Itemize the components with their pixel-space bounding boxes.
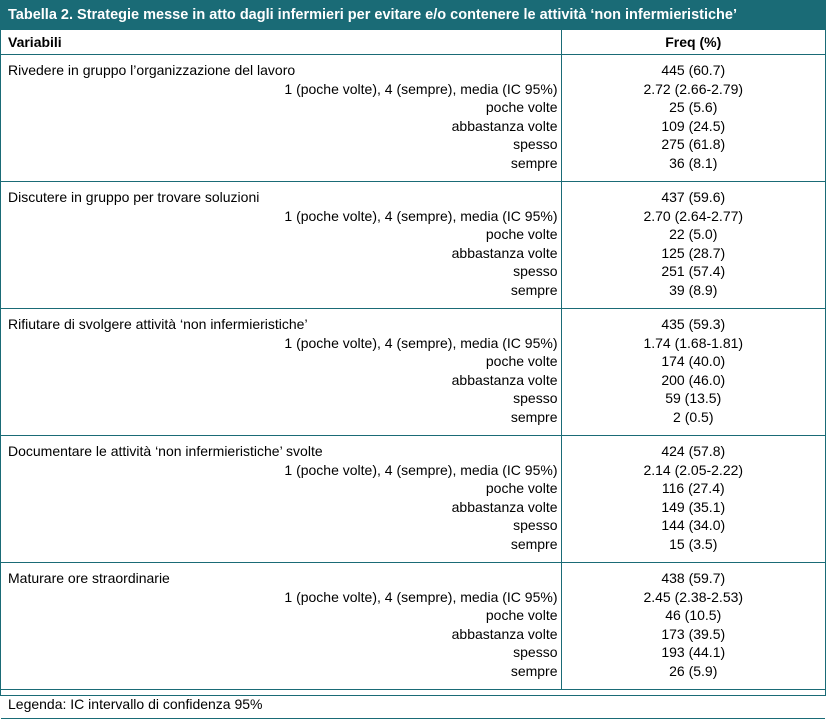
sub-label: abbastanza volte — [451, 498, 558, 515]
table-title: Tabella 2. Strategie messe in atto dagli infermieri per evitare e/o contenere le attività ‘non infermieristiche’ — [1, 1, 825, 30]
sub-value: 173 (39.5) — [661, 625, 726, 642]
sub-label: abbastanza volte — [451, 371, 558, 388]
table-row — [1, 182, 825, 309]
legend-row — [1, 690, 825, 719]
variable-cell — [1, 563, 561, 690]
variable-value: 438 (59.7) — [661, 570, 726, 586]
variable-label: Rivedere in gruppo l’organizzazione del lavoro — [8, 62, 296, 78]
sub-value: 193 (44.1) — [661, 644, 726, 660]
table-row — [1, 563, 825, 690]
sub-label: abbastanza volte — [451, 117, 558, 134]
sub-label: spesso — [513, 644, 558, 660]
sub-value: 59 (13.5) — [665, 390, 722, 406]
sub-value: 275 (61.8) — [661, 136, 726, 152]
frequency-cell — [561, 55, 825, 182]
sub-value: 125 (28.7) — [661, 244, 726, 261]
sub-label: poche volte — [485, 226, 558, 242]
sub-value: 2.72 (2.66-2.79) — [643, 80, 744, 97]
variable-label: Rifiutare di svolgere attività ‘non infermieristiche’ — [8, 316, 308, 332]
frequency-cell — [561, 182, 825, 309]
sub-value: 2.45 (2.38-2.53) — [643, 588, 744, 605]
sub-value: 1.74 (1.68-1.81) — [643, 334, 744, 351]
variable-value: 435 (59.3) — [661, 316, 726, 332]
sub-label: 1 (poche volte), 4 (sempre), media (IC 95%) — [284, 80, 558, 97]
table-row — [1, 309, 825, 436]
variable-cell — [1, 55, 561, 182]
sub-value: 39 (8.9) — [669, 281, 718, 298]
sub-label: sempre — [510, 154, 558, 171]
legend-text: Legenda: IC intervallo di confidenza 95% — [1, 690, 825, 719]
sub-value: 116 (27.4) — [661, 480, 725, 496]
sub-label: poche volte — [485, 99, 558, 115]
sub-value: 26 (5.9) — [669, 662, 718, 679]
sub-label: sempre — [510, 535, 558, 552]
sub-value: 15 (3.5) — [669, 535, 718, 552]
variable-cell — [1, 436, 561, 563]
sub-value: 25 (5.6) — [669, 99, 718, 115]
sub-value: 2.70 (2.64-2.77) — [643, 207, 744, 224]
table-row — [1, 436, 825, 563]
frequency-cell — [561, 309, 825, 436]
sub-label: sempre — [510, 281, 558, 298]
variable-cell — [1, 309, 561, 436]
variable-cell — [1, 182, 561, 309]
table-row — [1, 55, 825, 182]
sub-label: abbastanza volte — [451, 625, 558, 642]
sub-value: 251 (57.4) — [661, 263, 726, 279]
header-row — [1, 30, 825, 55]
sub-label: poche volte — [485, 607, 558, 623]
sub-label: spesso — [513, 136, 558, 152]
sub-value: 149 (35.1) — [661, 498, 726, 515]
variable-value: 437 (59.6) — [661, 189, 726, 205]
sub-value: 174 (40.0) — [661, 353, 726, 369]
sub-label: sempre — [510, 408, 558, 425]
sub-label: poche volte — [485, 353, 558, 369]
frequency-cell — [561, 436, 825, 563]
sub-label: spesso — [513, 517, 558, 533]
sub-value: 109 (24.5) — [661, 117, 726, 134]
sub-label: 1 (poche volte), 4 (sempre), media (IC 95%) — [284, 461, 558, 478]
variable-label: Maturare ore straordinarie — [8, 570, 170, 586]
sub-value: 2 (0.5) — [673, 408, 714, 425]
variable-value: 424 (57.8) — [661, 443, 726, 459]
header-freq: Freq (%) — [561, 30, 825, 55]
sub-label: sempre — [510, 662, 558, 679]
sub-value: 36 (8.1) — [669, 154, 718, 171]
sub-label: 1 (poche volte), 4 (sempre), media (IC 95%) — [284, 207, 558, 224]
sub-value: 2.14 (2.05-2.22) — [643, 461, 744, 478]
frequency-cell — [561, 563, 825, 690]
sub-label: spesso — [513, 263, 558, 279]
sub-label: 1 (poche volte), 4 (sempre), media (IC 95%) — [284, 334, 558, 351]
variable-label: Discutere in gruppo per trovare soluzioni — [8, 189, 260, 205]
header-variabili: Variabili — [1, 30, 561, 55]
sub-value: 144 (34.0) — [661, 517, 726, 533]
sub-label: 1 (poche volte), 4 (sempre), media (IC 95%) — [284, 588, 558, 605]
data-table — [1, 30, 825, 719]
variable-value: 445 (60.7) — [661, 62, 726, 78]
sub-value: 22 (5.0) — [669, 226, 718, 242]
sub-label: spesso — [513, 390, 558, 406]
sub-label: abbastanza volte — [451, 244, 558, 261]
variable-label: Documentare le attività ‘non infermieristiche’ svolte — [8, 443, 323, 459]
sub-value: 46 (10.5) — [665, 607, 722, 623]
sub-label: poche volte — [485, 480, 558, 496]
sub-value: 200 (46.0) — [661, 371, 726, 388]
